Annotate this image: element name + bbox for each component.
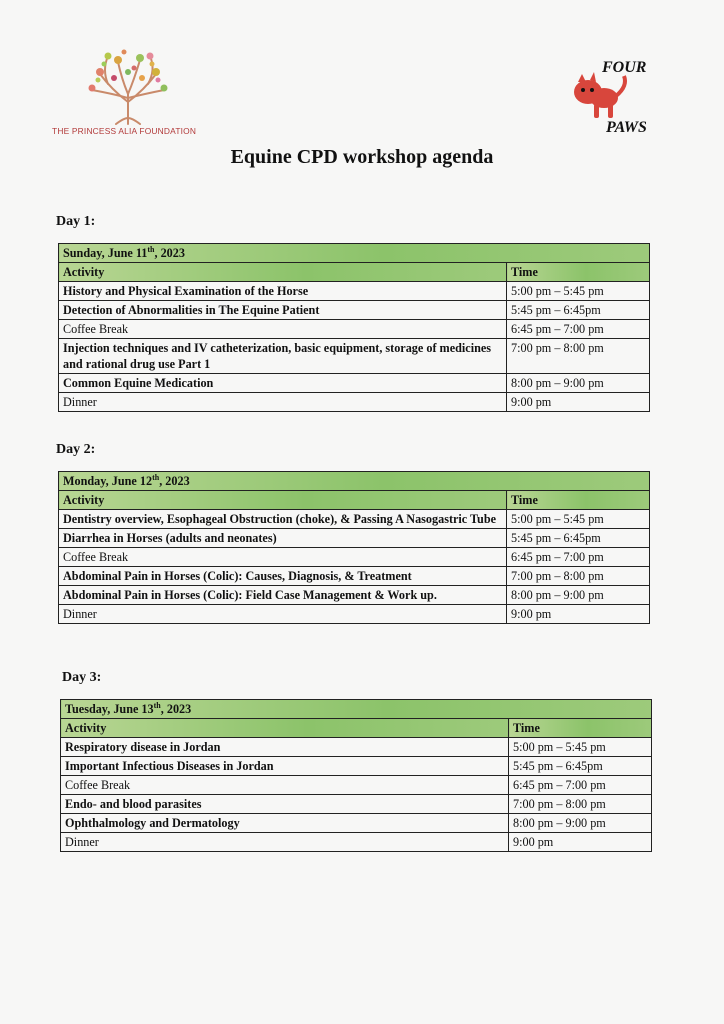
page-title: Equine CPD workshop agenda <box>230 146 494 168</box>
activity-cell: History and Physical Examination of the Horse <box>59 282 507 301</box>
table-row <box>59 301 650 320</box>
activity-cell: Diarrhea in Horses (adults and neonates) <box>59 529 507 548</box>
svg-text:FOUR: FOUR <box>602 59 646 76</box>
day-2-heading: Day 2: <box>56 442 96 457</box>
day-1-table <box>58 243 650 412</box>
activity-cell: Injection techniques and IV catheterization, basic equipment, storage of medicines and rational drug use Part 1 <box>59 339 507 374</box>
activity-cell: Coffee Break <box>59 320 507 339</box>
activity-cell: Dinner <box>59 605 507 624</box>
activity-cell: Dinner <box>61 833 509 852</box>
table-row <box>59 510 650 529</box>
header-row <box>59 491 650 510</box>
activity-cell: Abdominal Pain in Horses (Colic): Causes, Diagnosis, & Treatment <box>59 567 507 586</box>
day-3-table <box>60 699 652 852</box>
date-cell: Monday, June 12th, 2023 <box>59 472 650 491</box>
table-row <box>59 529 650 548</box>
foundation-caption: THE PRINCESS ALIA FOUNDATION <box>52 126 197 136</box>
time-cell: 5:45 pm – 6:45pm <box>507 529 650 548</box>
date-cell: Tuesday, June 13th, 2023 <box>61 700 652 719</box>
four-paws-logo <box>566 52 646 136</box>
time-header: Time <box>509 719 652 738</box>
table-row <box>59 567 650 586</box>
tree-icon <box>52 44 204 126</box>
time-cell: 7:00 pm – 8:00 pm <box>509 795 652 814</box>
activity-header: Activity <box>61 719 509 738</box>
header-row <box>59 263 650 282</box>
table-row <box>59 320 650 339</box>
table-row <box>61 738 652 757</box>
four-paws-animal-icon <box>566 52 646 136</box>
time-header: Time <box>507 491 650 510</box>
table-row <box>59 548 650 567</box>
table-row <box>61 795 652 814</box>
activity-cell: Common Equine Medication <box>59 374 507 393</box>
time-cell: 7:00 pm – 8:00 pm <box>507 339 650 374</box>
time-cell: 9:00 pm <box>507 605 650 624</box>
time-cell: 8:00 pm – 9:00 pm <box>507 586 650 605</box>
activity-cell: Important Infectious Diseases in Jordan <box>61 757 509 776</box>
day-3-heading: Day 3: <box>62 670 102 685</box>
table-row <box>59 393 650 412</box>
activity-cell: Detection of Abnormalities in The Equine Patient <box>59 301 507 320</box>
time-cell: 6:45 pm – 7:00 pm <box>507 320 650 339</box>
time-cell: 9:00 pm <box>507 393 650 412</box>
activity-cell: Abdominal Pain in Horses (Colic): Field Case Management & Work up. <box>59 586 507 605</box>
date-row <box>61 700 652 719</box>
date-row <box>59 244 650 263</box>
princess-alia-foundation-logo <box>52 44 204 140</box>
activity-cell: Endo- and blood parasites <box>61 795 509 814</box>
time-cell: 8:00 pm – 9:00 pm <box>509 814 652 833</box>
svg-text:PAWS: PAWS <box>606 119 646 136</box>
time-cell: 5:00 pm – 5:45 pm <box>507 282 650 301</box>
time-cell: 7:00 pm – 8:00 pm <box>507 567 650 586</box>
day-2-table <box>58 471 650 624</box>
table-row <box>61 776 652 795</box>
activity-cell: Dinner <box>59 393 507 412</box>
table-row <box>61 833 652 852</box>
activity-cell: Dentistry overview, Esophageal Obstruction (choke), & Passing A Nasogastric Tube <box>59 510 507 529</box>
date-row <box>59 472 650 491</box>
day-1-heading: Day 1: <box>56 214 96 229</box>
table-row <box>61 757 652 776</box>
table-row <box>59 339 650 374</box>
time-header: Time <box>507 263 650 282</box>
time-cell: 8:00 pm – 9:00 pm <box>507 374 650 393</box>
activity-cell: Ophthalmology and Dermatology <box>61 814 509 833</box>
activity-cell: Coffee Break <box>59 548 507 567</box>
time-cell: 5:45 pm – 6:45pm <box>509 757 652 776</box>
date-cell: Sunday, June 11th, 2023 <box>59 244 650 263</box>
time-cell: 5:45 pm – 6:45pm <box>507 301 650 320</box>
header-row <box>61 719 652 738</box>
table-row <box>59 282 650 301</box>
table-row <box>59 605 650 624</box>
activity-header: Activity <box>59 263 507 282</box>
time-cell: 9:00 pm <box>509 833 652 852</box>
time-cell: 6:45 pm – 7:00 pm <box>507 548 650 567</box>
time-cell: 5:00 pm – 5:45 pm <box>509 738 652 757</box>
activity-cell: Coffee Break <box>61 776 509 795</box>
time-cell: 5:00 pm – 5:45 pm <box>507 510 650 529</box>
activity-cell: Respiratory disease in Jordan <box>61 738 509 757</box>
table-row <box>59 586 650 605</box>
activity-header: Activity <box>59 491 507 510</box>
table-row <box>61 814 652 833</box>
time-cell: 6:45 pm – 7:00 pm <box>509 776 652 795</box>
table-row <box>59 374 650 393</box>
